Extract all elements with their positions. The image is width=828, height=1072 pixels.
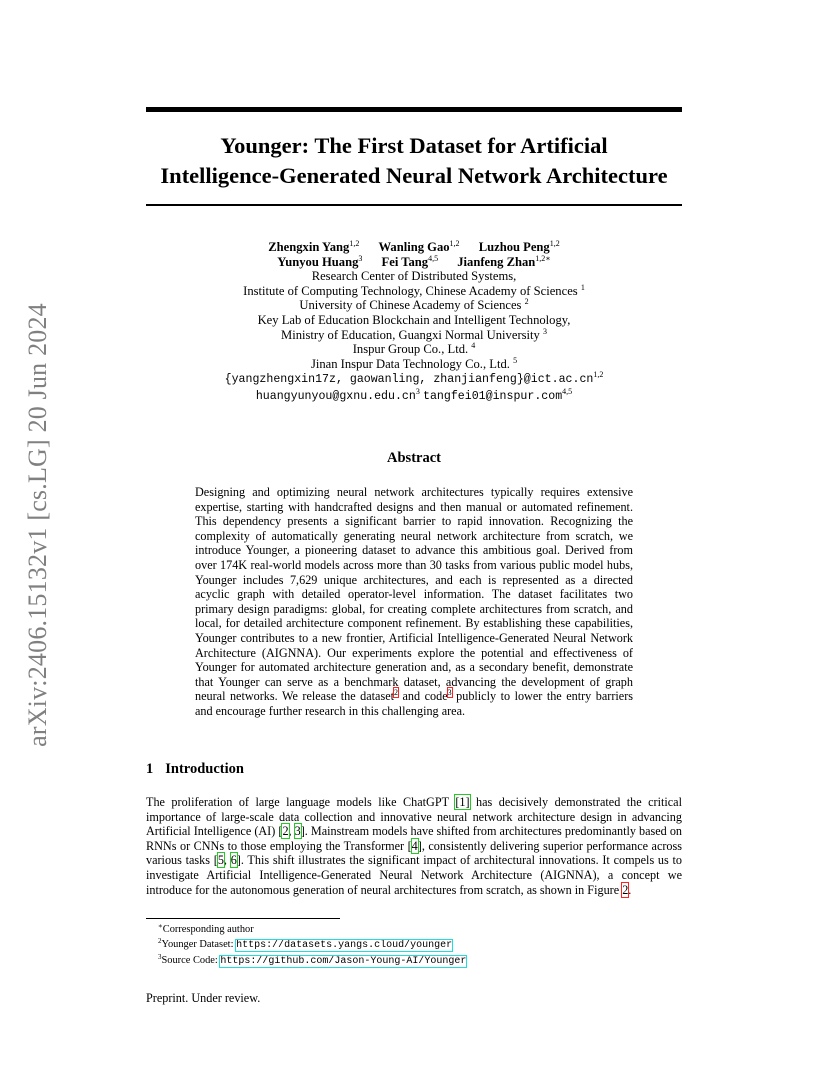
footnote-link-2[interactable]: 2 bbox=[394, 688, 398, 698]
footnote-link-3[interactable]: 3 bbox=[447, 688, 452, 698]
abstract-body: Designing and optimizing neural network architectures typically requires extensive expertise, starting with handcrafted designs and then manual or automated refinement. This dependency presents a significant barrier to rapid innovation. Recognizing the complexity of automatically generating neural network architecture from scratch, we introduce Younger, a pioneering dataset to advance this ambitious goal. Derived from over 174K real-world models across more than 30 tasks from various public model hubs, Younger includes 7,629 unique architectures, and each is represented as a directed acyclic graph with detailed operator-level information. The dataset facilitates two primary design paradigms: global, for creating complete architectures from scratch, and local, for detailed architecture component refinement. By establishing these capabilities, Younger contributes to a new frontier, Artificial Intelligence-Generated Neural Network Architecture (AIGNNA). Our experiments explore the potential and effectiveness of Younger for automated architecture generation and, as a secondary benefit, demonstrate that Younger can serve as a benchmark dataset, advancing the development of graph neural networks. We release the dataset$^2$ and code$^3$ publicly to lower the entry barriers and encourage further research in this challenging area. bbox=[195, 485, 633, 718]
author-names-row-1 bbox=[146, 240, 682, 255]
author: Fei Tang$^{4,5}$ bbox=[381, 253, 439, 269]
affiliation-5: Jinan Inspur Data Technology Co., Ltd. $^5$ bbox=[310, 355, 518, 371]
footnote-1: ∗Corresponding author bbox=[158, 922, 254, 935]
email-line-1: {yangzhengxin17z, gaowanling, zhanjianfeng}@ict.ac.cn$^{1,2}$ bbox=[224, 370, 604, 387]
title-rule-bottom bbox=[146, 204, 682, 206]
affiliation-4: Inspur Group Co., Ltd. $^4$ bbox=[352, 341, 476, 357]
footnote-3: $^3$Source Code: https://github.com/Jason-Young-AI/Younger bbox=[158, 953, 467, 967]
affiliation-3-line-1: Key Lab of Education Blockchain and Intelligent Technology, bbox=[257, 312, 571, 327]
source-code-url-link[interactable]: https://github.com/Jason-Young-AI/Younger bbox=[220, 956, 467, 967]
citation-link[interactable]: 2 bbox=[282, 824, 289, 839]
citation-link[interactable]: 3 bbox=[294, 824, 301, 839]
citation-link[interactable]: [1] bbox=[455, 795, 470, 809]
author: Wanling Gao$^{1,2}$ bbox=[378, 239, 460, 254]
section-heading-introduction: 1 Introduction bbox=[146, 761, 244, 777]
citation-link[interactable]: 4 bbox=[411, 838, 418, 853]
footnote-2: $^2$Younger Dataset: https://datasets.yangs.cloud/younger bbox=[158, 937, 453, 951]
title-line-2: Intelligence-Generated Neural Network Architecture bbox=[160, 163, 668, 188]
author-names-row-2 bbox=[146, 255, 682, 270]
introduction-paragraph: The proliferation of large language models like ChatGPT [1] has decisively demonstrated the critical importance of large-scale data collection and innovative neural network architecture design in advancing Artificial Intelligence (AI) [2, 3]. Mainstream models have shifted from architectures predominantly based on RNNs or CNNs to those employing the Transformer [4], consistently delivering superior performance across various tasks [5, 6]. This shift illustrates the significant impact of architectural innovations. It compels us to investigate Artificial Intelligence-Generated Neural Network Architecture (AIGNNA), a concept we introduce for the autonomous generation of neural architectures from scratch, as shown in Figure 2. bbox=[146, 795, 683, 897]
abstract-heading: Abstract bbox=[387, 450, 441, 466]
citation-link[interactable]: 6 bbox=[230, 853, 237, 868]
author: Jianfeng Zhan$^{1,2∗}$ bbox=[457, 253, 551, 269]
author-block bbox=[146, 240, 682, 405]
affiliation-3-line-2: Ministry of Education, Guangxi Normal University $^3$ bbox=[281, 326, 547, 342]
title-line-1: Younger: The First Dataset for Artificial bbox=[220, 133, 608, 158]
dataset-url-link[interactable]: https://datasets.yangs.cloud/younger bbox=[236, 940, 453, 951]
arxiv-id-stamp: arXiv:2406.15132v1 [cs.LG] 20 Jun 2024 bbox=[23, 303, 52, 747]
preprint-notice: Preprint. Under review. bbox=[146, 991, 261, 1005]
affiliation-1-line-1: Research Center of Distributed Systems, bbox=[311, 269, 517, 284]
arxiv-sidebar bbox=[22, 290, 54, 760]
footnotes bbox=[158, 922, 682, 969]
affiliation-2: University of Chinese Academy of Sciences $^2$ bbox=[299, 297, 529, 313]
footnote-rule bbox=[146, 918, 340, 919]
author: Yunyou Huang$^3$ bbox=[277, 253, 363, 269]
paper-title bbox=[146, 131, 682, 191]
title-rule-top bbox=[146, 107, 682, 112]
author: Zhengxin Yang$^{1,2}$ bbox=[268, 239, 360, 254]
affiliation-1-line-2: Institute of Computing Technology, Chinese Academy of Sciences $^1$ bbox=[243, 282, 585, 298]
email-line-2: $huangyunyou@gxnu.edu.cn^3$ tangfei01@inspur.com$^{4,5}$ bbox=[255, 386, 573, 403]
figure-link[interactable]: 2 bbox=[622, 882, 629, 897]
citation-link[interactable]: 5 bbox=[217, 853, 224, 868]
author: Luzhou Peng$^{1,2}$ bbox=[478, 239, 560, 254]
